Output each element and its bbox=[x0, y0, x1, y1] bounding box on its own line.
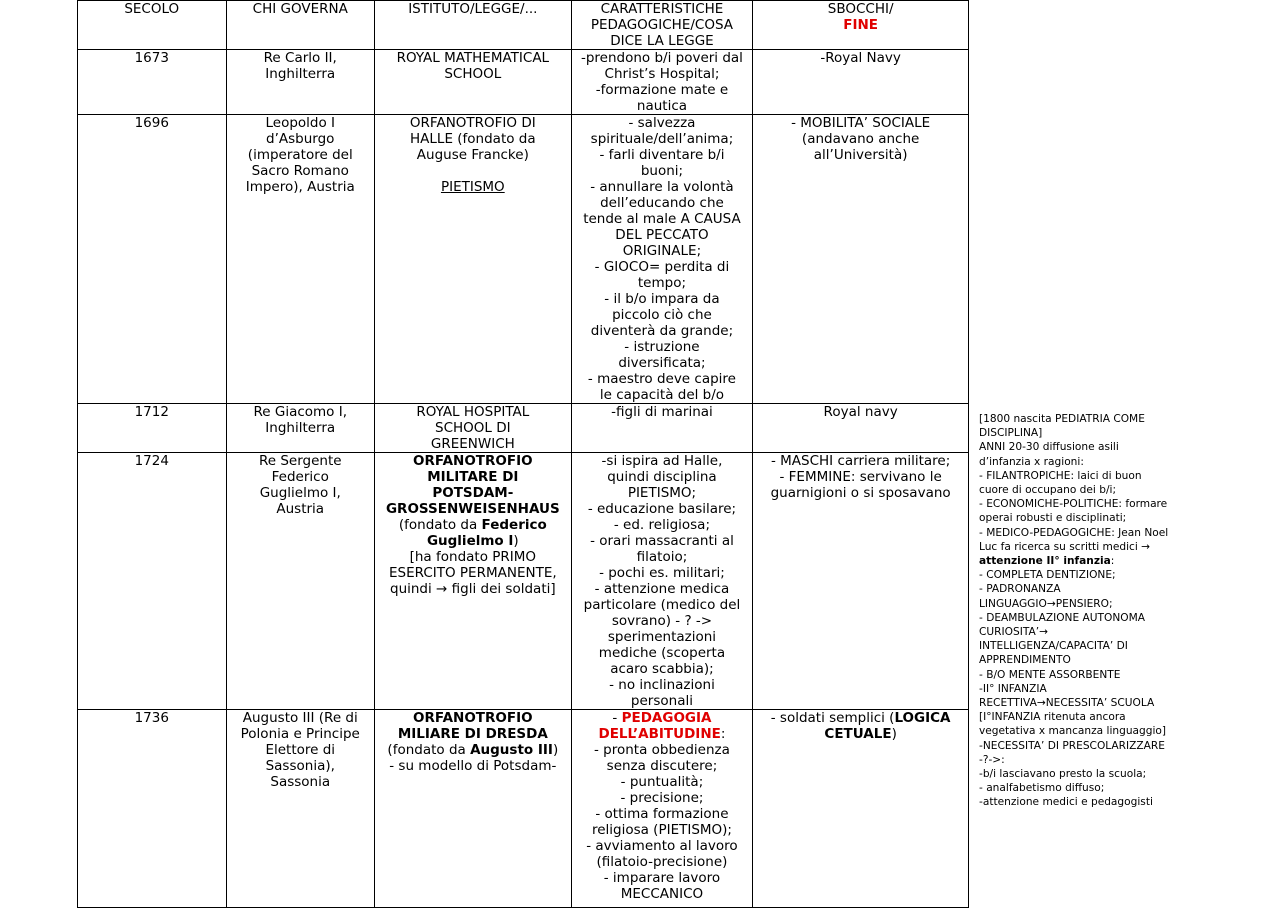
pedagogy-history-table bbox=[77, 0, 969, 908]
text-line bbox=[379, 517, 567, 533]
colon: : bbox=[720, 726, 726, 742]
side-line: DISCIPLINA] bbox=[979, 427, 1043, 440]
text-line: filatoio; bbox=[636, 549, 688, 565]
cell-caratteristiche bbox=[571, 115, 753, 404]
side-line: - analfabetismo diffuso; bbox=[979, 782, 1105, 795]
cell-sbocchi bbox=[753, 115, 969, 404]
text-line: GREENWICH bbox=[430, 436, 515, 452]
fondato-prefix: (fondato da bbox=[387, 742, 471, 758]
text-line: - no inclinazioni bbox=[609, 677, 715, 693]
text-line: Inghilterra bbox=[265, 66, 336, 82]
header-car-line: PEDAGOGICHE/COSA bbox=[590, 17, 734, 33]
text-line: - educazione basilare; bbox=[587, 501, 737, 517]
side-line: - ECONOMICHE-POLITICHE: formare bbox=[979, 498, 1168, 511]
text-line: Polonia e Principe bbox=[240, 726, 360, 742]
text-line: - imparare lavoro bbox=[603, 870, 721, 886]
text-line: - MASCHI carriera militare; bbox=[770, 453, 951, 469]
text-line: - il b/o impara da bbox=[604, 291, 720, 307]
cell-caratteristiche bbox=[571, 50, 753, 115]
text-line: diversificata; bbox=[618, 355, 706, 371]
text-line: -Royal Navy bbox=[820, 50, 901, 66]
text-line: sperimentazioni bbox=[607, 629, 717, 645]
header-car-line: DICE LA LEGGE bbox=[610, 33, 714, 49]
text-line: ORIGINALE; bbox=[622, 243, 702, 259]
text-line: dell’educando che bbox=[600, 195, 724, 211]
text-line: Augusto III (Re di bbox=[242, 710, 358, 726]
side-line: Luc fa ricerca su scritti medici → bbox=[979, 540, 1151, 553]
text-line: diventerà da grande; bbox=[590, 323, 734, 339]
text-line: - annullare la volontà bbox=[590, 179, 734, 195]
text-line: -formazione mate e bbox=[595, 82, 729, 98]
cell-secolo: 1724 bbox=[78, 453, 227, 710]
text-line: - orari massacranti al bbox=[590, 533, 734, 549]
cell-caratteristiche bbox=[571, 710, 753, 908]
side-line: -attenzione medici e pedagogisti bbox=[979, 796, 1153, 809]
text-line bbox=[576, 726, 749, 742]
side-line: CURIOSITA’→ bbox=[979, 626, 1048, 639]
text-line: Re Giacomo I, bbox=[253, 404, 347, 420]
fondato-suffix: ) bbox=[513, 533, 519, 549]
text-line: tende al male A CAUSA bbox=[583, 211, 741, 227]
side-bold-line: attenzione II° infanzia bbox=[979, 555, 1111, 568]
side-line: -b/i lasciavano presto la scuola; bbox=[979, 768, 1147, 781]
text-line: -prendono b/i poveri dal bbox=[580, 50, 743, 66]
side-line: -?->: bbox=[979, 753, 1005, 766]
text-line: MILIARE DI DRESDA bbox=[397, 726, 548, 742]
text-line: ROYAL HOSPITAL bbox=[416, 404, 530, 420]
cell-sbocchi bbox=[753, 710, 969, 908]
text-line: - GIOCO= perdita di bbox=[594, 259, 730, 275]
side-line: vegetativa x mancanza linguaggio] bbox=[979, 725, 1167, 738]
cetuale-label: CETUALE bbox=[824, 726, 892, 742]
text-line: PIETISMO; bbox=[627, 485, 697, 501]
founder-name: Guglielmo I bbox=[426, 533, 514, 549]
cell-istituto bbox=[375, 710, 572, 908]
text-line bbox=[757, 710, 964, 726]
table-row bbox=[78, 115, 969, 404]
text-line: SCHOOL bbox=[444, 66, 502, 82]
header-fine-label: FINE bbox=[843, 17, 879, 33]
side-line: - MEDICO-PEDAGOGICHE: Jean Noel bbox=[979, 526, 1169, 539]
cell-caratteristiche bbox=[571, 404, 753, 453]
text-line: MILITARE DI bbox=[427, 469, 519, 485]
text-line: - salvezza bbox=[628, 115, 696, 131]
text-line: - precisione; bbox=[620, 790, 704, 806]
text-line: tempo; bbox=[637, 275, 687, 291]
text-line: Sacro Romano bbox=[251, 163, 349, 179]
text-line: quindi → figli dei soldati] bbox=[390, 581, 556, 597]
text-line: -si ispira ad Halle, bbox=[601, 453, 723, 469]
text-line: Re Carlo II, bbox=[263, 50, 337, 66]
text-line: quindi disciplina bbox=[607, 469, 717, 485]
side-line: [1800 nascita PEDIATRIA COME bbox=[979, 413, 1145, 425]
text-line: GROSSENWEISENHAUS bbox=[385, 501, 560, 517]
dash-prefix: - bbox=[612, 710, 622, 726]
side-line bbox=[979, 554, 1179, 568]
logica-label: LOGICA bbox=[894, 710, 951, 726]
cell-secolo: 1712 bbox=[78, 404, 227, 453]
side-line: LINGUAGGIO→PENSIERO; bbox=[979, 597, 1113, 610]
text-line bbox=[757, 726, 964, 742]
text-line: particolare (medico del bbox=[583, 597, 741, 613]
text-line: - pronta obbedienza bbox=[594, 742, 730, 758]
text-line: - farli diventare b/i bbox=[599, 147, 725, 163]
side-line: - B/O MENTE ASSORBENTE bbox=[979, 668, 1121, 681]
text-line: - pochi es. militari; bbox=[599, 565, 725, 581]
cell-sbocchi bbox=[753, 404, 969, 453]
text-line: - ed. religiosa; bbox=[613, 517, 711, 533]
text-line: personali bbox=[630, 693, 693, 709]
text-line: -figli di marinai bbox=[611, 404, 713, 420]
text-line: [ha fondato PRIMO bbox=[409, 549, 537, 565]
text-line: - su modello di Potsdam- bbox=[389, 758, 557, 774]
side-line: - PADRONANZA bbox=[979, 583, 1061, 596]
text-line: - maestro deve capire bbox=[587, 371, 736, 387]
text-line: - MOBILITA’ SOCIALE bbox=[791, 115, 931, 131]
text-line: - ottima formazione bbox=[595, 806, 729, 822]
text-line bbox=[379, 742, 567, 758]
text-line: le capacità del b/o bbox=[599, 387, 725, 403]
cell-secolo: 1673 bbox=[78, 50, 227, 115]
spacer bbox=[379, 163, 567, 179]
side-line: d’infanzia x ragioni: bbox=[979, 455, 1084, 468]
text-line: buoni; bbox=[640, 163, 684, 179]
text-line: acaro scabbia); bbox=[610, 661, 714, 677]
text-line: sovrano) - ? -> bbox=[611, 613, 713, 629]
text-line: (filatoio-precisione) bbox=[596, 854, 728, 870]
text-line: - attenzione medica bbox=[594, 581, 730, 597]
side-line: -NECESSITA’ DI PRESCOLARIZZARE bbox=[979, 739, 1165, 752]
cell-governa bbox=[226, 453, 375, 710]
text-line bbox=[576, 710, 749, 726]
text-line: - FEMMINE: servivano le bbox=[779, 469, 942, 485]
text-line: Federico bbox=[271, 469, 329, 485]
header-secolo: SECOLO bbox=[78, 1, 227, 50]
sbocchi-suffix: ) bbox=[891, 726, 897, 742]
text-line: Royal navy bbox=[823, 404, 898, 420]
side-line: ANNI 20-30 diffusione asili bbox=[979, 441, 1119, 454]
text-line: Inghilterra bbox=[265, 420, 336, 436]
side-line: cuore di occupano dei b/i; bbox=[979, 484, 1117, 497]
cell-secolo: 1736 bbox=[78, 710, 227, 908]
side-line: INTELLIGENZA/CAPACITA’ DI bbox=[979, 640, 1128, 653]
side-line: - COMPLETA DENTIZIONE; bbox=[979, 569, 1116, 582]
header-istituto: ISTITUTO/LEGGE/... bbox=[375, 1, 572, 50]
cell-governa bbox=[226, 115, 375, 404]
text-line: ROYAL MATHEMATICAL bbox=[396, 50, 550, 66]
cell-istituto bbox=[375, 453, 572, 710]
side-line: - DEAMBULAZIONE AUTONOMA bbox=[979, 611, 1146, 624]
cell-istituto bbox=[375, 50, 572, 115]
cell-governa bbox=[226, 404, 375, 453]
text-line bbox=[379, 533, 567, 549]
text-line: Christ’s Hospital; bbox=[604, 66, 720, 82]
side-note bbox=[979, 412, 1179, 810]
founder-name: Augusto III bbox=[470, 742, 553, 758]
text-line: d’Asburgo bbox=[266, 131, 335, 147]
cell-istituto bbox=[375, 404, 572, 453]
header-car-line: CARATTERISTICHE bbox=[600, 1, 724, 17]
text-line: piccolo ciò che bbox=[612, 307, 712, 323]
text-line: Sassonia), bbox=[265, 758, 335, 774]
side-line: - FILANTROPICHE: laici di buon bbox=[979, 469, 1142, 482]
text-line: Leopoldo I bbox=[265, 115, 336, 131]
text-line: ORFANOTROFIO bbox=[413, 710, 533, 726]
founder-name: Federico bbox=[481, 517, 547, 533]
text-line: Auguse Francke) bbox=[416, 147, 529, 163]
cell-governa bbox=[226, 710, 375, 908]
text-line: guarnigioni o si sposavano bbox=[770, 485, 951, 501]
text-line: Austria bbox=[276, 501, 325, 517]
header-row bbox=[78, 1, 969, 50]
cell-secolo: 1696 bbox=[78, 115, 227, 404]
header-sbocchi bbox=[753, 1, 969, 50]
side-line: APPRENDIMENTO bbox=[979, 654, 1071, 667]
cell-sbocchi bbox=[753, 50, 969, 115]
cell-governa bbox=[226, 50, 375, 115]
pietismo-label: PIETISMO bbox=[440, 179, 505, 195]
text-line: all’Università) bbox=[813, 147, 908, 163]
text-line: MECCANICO bbox=[620, 886, 704, 902]
fondato-suffix: ) bbox=[552, 742, 559, 758]
text-line: Impero), Austria bbox=[245, 179, 355, 195]
abitudine-label: DELL’ABITUDINE bbox=[598, 726, 721, 742]
pedagogia-label: PEDAGOGIA bbox=[621, 710, 712, 726]
text-line: senza discutere; bbox=[606, 758, 718, 774]
cell-istituto bbox=[375, 115, 572, 404]
text-line: HALLE (fondato da bbox=[410, 131, 536, 147]
side-line: operai robusti e disciplinati; bbox=[979, 512, 1127, 525]
cell-caratteristiche bbox=[571, 453, 753, 710]
side-line: -II° INFANZIA bbox=[979, 682, 1047, 695]
text-line: (imperatore del bbox=[247, 147, 353, 163]
header-sbocchi-label: SBOCCHI/ bbox=[827, 1, 894, 17]
text-line: spirituale/dell’anima; bbox=[590, 131, 734, 147]
side-line: RECETTIVA→NECESSITA’ SCUOLA bbox=[979, 697, 1155, 710]
side-line: [I°INFANZIA ritenuta ancora bbox=[979, 711, 1126, 724]
table-row bbox=[78, 453, 969, 710]
table-row bbox=[78, 710, 969, 908]
text-line: - avviamento al lavoro bbox=[586, 838, 738, 854]
cell-sbocchi bbox=[753, 453, 969, 710]
header-caratteristiche bbox=[571, 1, 753, 50]
table-row bbox=[78, 50, 969, 115]
text-line: - puntualità; bbox=[620, 774, 704, 790]
text-line: Guglielmo I, bbox=[259, 485, 341, 501]
text-line: Sassonia bbox=[270, 774, 331, 790]
text-line: (andavano anche bbox=[801, 131, 920, 147]
side-colon: : bbox=[1110, 555, 1115, 568]
header-chi-governa: CHI GOVERNA bbox=[226, 1, 375, 50]
text-line: ORFANOTROFIO DI bbox=[409, 115, 536, 131]
sbocchi-prefix: - soldati semplici ( bbox=[770, 710, 895, 726]
text-line: Re Sergente bbox=[258, 453, 342, 469]
text-line: nautica bbox=[636, 98, 688, 114]
text-line: DEL PECCATO bbox=[615, 227, 709, 243]
text-line: mediche (scoperta bbox=[598, 645, 726, 661]
text-line: ESERCITO PERMANENTE, bbox=[389, 565, 557, 581]
text-line: - istruzione bbox=[624, 339, 700, 355]
text-line: SCHOOL DI bbox=[435, 420, 511, 436]
fondato-prefix: (fondato da bbox=[398, 517, 482, 533]
text-line: Elettore di bbox=[265, 742, 336, 758]
table-row bbox=[78, 404, 969, 453]
text-line: ORFANOTROFIO bbox=[413, 453, 533, 469]
text-line: POTSDAM- bbox=[432, 485, 514, 501]
text-line: religiosa (PIETISMO); bbox=[591, 822, 732, 838]
